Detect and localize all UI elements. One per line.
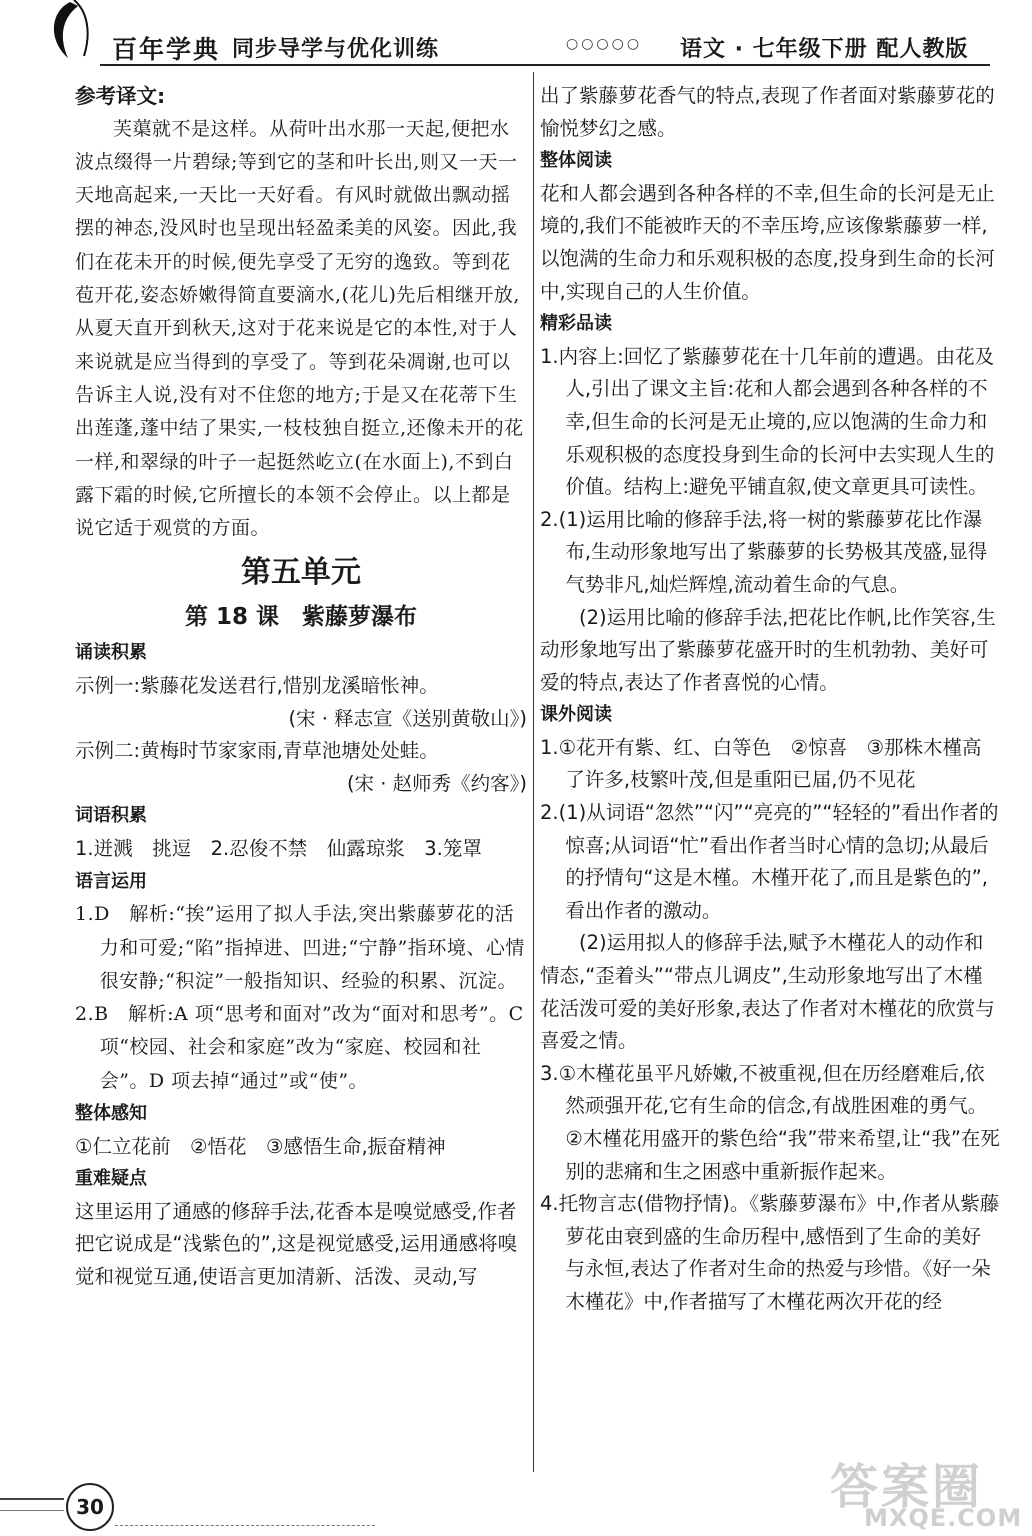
right-column-block: 2.(1)从词语“忽然”“闪”“亮亮的”“轻轻的”看出作者的惊喜;从词语“忙”看出作者当时心情的急切;从最后的抒情句“这是木槿。木槿开花了,而且是紫色的”,看出作者的激动。 bbox=[540, 801, 999, 922]
right-column-block: 3.①木槿花虽平凡娇嫩,不被重视,但在历经磨难后,依然顽强开花,它有生命的信念,有战胜困难的勇气。②木槿花用盛开的紫色给“我”带来希望,让“我”在死别的悲痛和生之困惑中重新振作起来。 bbox=[540, 1061, 1000, 1183]
left-column-block: 第五单元 bbox=[241, 555, 361, 591]
left-column-block: 1.迸溅 挑逗 2.忍俊不禁 仙露琼浆 3.笼罩 bbox=[75, 837, 482, 861]
left-column-block: 这里运用了通感的修辞手法,花香本是嗅觉感受,作者把它说成是“浅紫色的”,这是视觉感受,运用通感将嗅觉和视觉互通,使语言更加清新、活泼、灵动,写 bbox=[75, 1199, 518, 1288]
header-dots: ○○○○○ bbox=[566, 36, 643, 52]
right-column-block: 整体阅读 bbox=[540, 150, 612, 172]
footer-rule bbox=[0, 1498, 64, 1500]
right-column-block: 1.内容上:回忆了紫藤萝花在十几年前的遭遇。由花及人,引出了课文主旨:花和人都会遇到各种各样的不幸,但生命的长河是无止境的,应以饱满的生命力和乐观积极的态度投身到生命的长河中去实现人生的价值。结构上:避免平铺直叙,使文章更具可读性。 bbox=[540, 344, 995, 499]
left-column-block: 重难疑点 bbox=[75, 1168, 147, 1190]
left-column bbox=[75, 80, 527, 1294]
book-series-title: 同步导学与优化训练 bbox=[232, 37, 440, 62]
left-column-block: 语言运用 bbox=[75, 870, 147, 892]
watermark-logo bbox=[830, 1448, 1023, 1536]
header-rule bbox=[100, 64, 990, 66]
right-column bbox=[540, 80, 1000, 1319]
left-column-block: ①仁立花前 ②悟花 ③感悟生命,振奋精神 bbox=[75, 1134, 446, 1158]
left-column-block: (宋 · 赵师秀《约客》) bbox=[346, 771, 527, 795]
left-column-block: 整体感知 bbox=[75, 1102, 147, 1124]
watermark-url: MXQE.COM bbox=[864, 1504, 1023, 1532]
footer-rule-thin bbox=[0, 1510, 64, 1511]
left-column-block: 第 18 课 紫藤萝瀑布 bbox=[184, 604, 418, 631]
left-column-block: 词语积累 bbox=[75, 805, 147, 827]
right-column-block: 课外阅读 bbox=[540, 704, 612, 726]
page-number: 30 bbox=[66, 1483, 114, 1531]
left-column-block: 1.D 解析:“挨”运用了拟人手法,突出紫藤萝花的活力和可爱;“陷”指掉进、凹进;“宁静”指环境、心情很安静;“积淀”一般指知识、经验的积累、沉淀。 bbox=[75, 903, 525, 992]
right-column-block: (2)运用拟人的修辞手法,赋予木槿花人的动作和情态,“歪着头”“带点儿调皮”,生动形象地写出了木槿花活泼可爱的美好形象,表达了作者对木槿花的欣赏与喜爱之情。 bbox=[540, 931, 995, 1053]
right-column-block: 2.(1)运用比喻的修辞手法,将一树的紫藤萝花比作瀑布,生动形象地写出了紫藤萝的长势极其茂盛,显得气势非凡,灿烂辉煌,流动着生命的气息。 bbox=[540, 507, 988, 596]
right-column-block: (2)运用比喻的修辞手法,把花比作帆,比作笑容,生动形象地写出了紫藤萝花盛开时的生机勃勃、美好可爱的特点,表达了作者喜悦的心情。 bbox=[540, 605, 996, 694]
right-column-block: 出了紫藤萝花香气的特点,表现了作者面对紫藤萝花的愉悦梦幻之感。 bbox=[540, 84, 995, 140]
brand-title: 百年学典 bbox=[112, 35, 221, 64]
right-column-block: 精彩品读 bbox=[540, 313, 612, 335]
right-column-block: 4.托物言志(借物抒情)。《紫藤萝瀑布》中,作者从紫藤萝花由衰到盛的生命历程中,感悟到了生命的美好与永恒,表达了作者对生命的热爱与珍惜。《好一朵木槿花》中,作者描写了木槿花两次开花的经 bbox=[540, 1192, 1000, 1313]
edition-label: 语文 · 七年级下册 配人教版 bbox=[680, 37, 969, 62]
left-column-block: 芙蕖就不是这样。从荷叶出水那一天起,便把水波点缀得一片碧绿;等到它的茎和叶长出,则又一天一天地高起来,一天比一天好看。有风时就做出飘动摇摆的神态,没风时也呈现出轻盈柔美的风姿。因此,我们在花未开的时候,便先享受了无穷的逸致。等到花苞开花,姿态娇嫩得简直要滴水,(花儿)先后相继开放,从夏天直开到秋天,这对于花来说是它的本性,对于人来说就是应当得到的享受了。等到花朵凋谢,也可以告诉主人说,没有对不住您的地方;于是又在花蒂下生出莲蓬,蓬中结了果实,一枝枝独自挺立,还像未开的花一样,和翠绿的叶子一起挺然屹立(在水面上),不到白露下霜的时候,它所擅长的本领不会停止。以上都是说它适于观赏的方面。 bbox=[75, 117, 524, 540]
right-column-block: 花和人都会遇到各种各样的不幸,但生命的长河是无止境的,我们不能被昨天的不幸压垮,应该像紫藤萝一样,以饱满的生命力和乐观积极的态度,投身到生命的长河中,实现自己的人生价值。 bbox=[540, 181, 995, 303]
left-column-block: 诵读积累 bbox=[75, 642, 147, 664]
left-column-block: (宋 · 释志宣《送别黄敬山》) bbox=[288, 706, 527, 730]
right-column-block: 1.①花开有紫、红、白等色 ②惊喜 ③那株木槿高了许多,枝繁叶茂,但是重阳已届,仍不见花 bbox=[540, 735, 982, 792]
brush-stroke-logo bbox=[40, 0, 110, 66]
left-column-block: 示例一:紫藤花发送君行,惜别龙溪暗怅神。 bbox=[75, 674, 439, 698]
footer-dashed-rule bbox=[115, 1525, 375, 1526]
left-column-block: 2.B 解析:A 项“思考和面对”改为“面对和思考”。C 项“校园、社会和家庭”改为“家庭、校园和社会”。D 项去掉“通过”或“使”。 bbox=[75, 1003, 524, 1092]
column-divider bbox=[533, 72, 534, 1472]
page-header bbox=[0, 0, 1032, 72]
left-column-block: 示例二:黄梅时节家家雨,青草池塘处处蛙。 bbox=[75, 739, 439, 763]
watermark-text: 答案圈 bbox=[830, 1459, 984, 1515]
left-column-block: 参考译文: bbox=[75, 84, 166, 108]
